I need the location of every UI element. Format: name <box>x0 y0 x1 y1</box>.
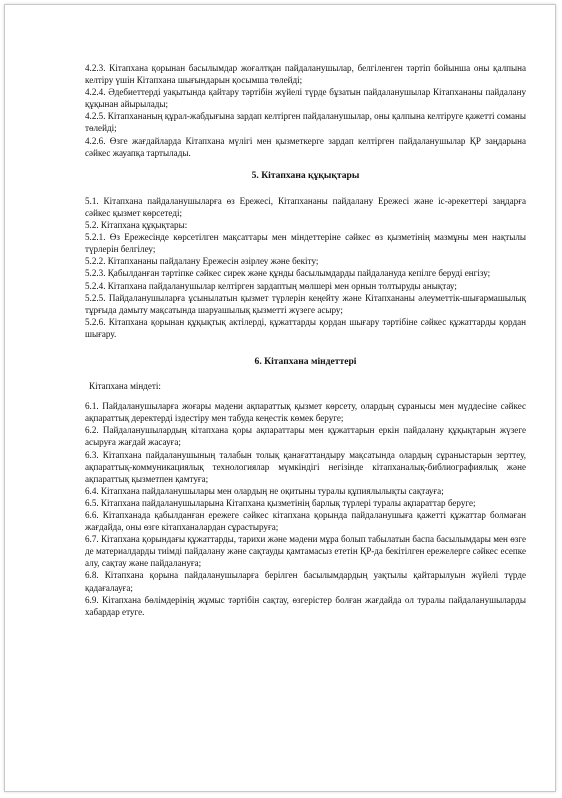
paragraph-4-2-4: 4.2.4. Әдебиеттерді уақытында қайтару тәртібін жүйелі түрде бұзатын пайдаланушылар Кітапхананы пайдалану құқынан айырылады; <box>85 87 526 110</box>
paragraph-4-2-6: 4.2.6. Өзге жағдайларда Кітапхана мүлігі мен қызметкерге зардап келтірген пайдаланушылар ҚР заңдарына сәйкес жауапқа тартылады. <box>85 135 526 158</box>
paragraph-6-4: 6.4. Кітапхана пайдаланушылары мен олардың не оқитыны туралы құпиялылықты сақтауға; <box>85 485 444 496</box>
section-6-intro: Кітапхана міндеті: <box>89 381 161 392</box>
paragraph-5-2-3: 5.2.3. Қабылданған тәртіпке сәйкес сирек және құнды басылымдарды пайдалануда кепілге беруді енгізу; <box>85 268 491 279</box>
paragraph-5-2: 5.2. Кітапхана құқықтары: <box>85 220 188 231</box>
paragraph-6-6: 6.6. Кітапханада қабылданған ережеге сәйкес кітапхана қорында пайдаланушыға қажетті құжаттар болмаған жағдайда, оны өзге кітапханалардан сұрастыруға; <box>85 510 526 533</box>
section-6-items <box>85 400 526 618</box>
paragraph-6-1: 6.1. Пайдаланушыларға жоғары мәдени ақпараттық қызмет көрсету, олардың сұранысы мен мүддесіне сәйкес ақпараттық деректерді іздестіру мен табуда кеңестік көмек беруге; <box>85 401 526 424</box>
paragraph-5-2-4: 5.2.4. Кітапхана пайдаланушылар келтірген зардаптың мөлшері мен орнын толтыруды анықтау; <box>85 280 457 291</box>
paragraph-5-1: 5.1. Кітапхана пайдаланушыларға өз Ережесі, Кітапхананы пайдалану Ережесі және іс-әрекеттері заңдарға сәйкес қызмет көрсетеді; <box>85 195 526 218</box>
section-4-items <box>85 62 526 159</box>
paragraph-6-3: 6.3. Кітапхана пайдаланушының талабын толық қанағаттандыру мақсатында олардың сұраныстарын зерттеу, ақпараттық-коммуникациялық технологиялар мүмкіндігі негізінде кітапханалық-библиографиялық және ақпараттық қызметпен қамтуға; <box>85 449 526 484</box>
document-page <box>4 4 556 792</box>
paragraph-4-2-5: 4.2.5. Кітапхананың құрал-жабдығына зардап келтірген пайдаланушылар, оны қалпына келтіруге қажетті соманы төлейді; <box>85 111 526 134</box>
section-5-items <box>85 195 526 340</box>
document-body <box>85 62 526 618</box>
paragraph-5-2-6: 5.2.6. Кітапхана қорынан құқықтық актілерді, құжаттарды қордан шығару тәртібіне сәйкес құжаттарды қордан шығару. <box>85 316 526 339</box>
paragraph-5-2-1: 5.2.1. Өз Ережесінде көрсетілген мақсаттары мен міндеттеріне сәйкес өз қызметінің мазмұны мен нақтылы түрлерін белгілеу; <box>85 232 526 255</box>
paragraph-5-2-5: 5.2.5. Пайдаланушыларға ұсынылатын қызмет түрлерін кеңейту және Кітапхананы әлеуметтік-шығармашылық тұрғыда дамыту мақсатында шаруашылық қызметті жүзеге асыру; <box>85 292 526 315</box>
paragraph-6-9: 6.9. Кітапхана бөлімдерінің жұмыс тәртібін сақтау, өзгерістер болған жағдайда ол туралы пайдаланушыларды хабардар етуге. <box>85 594 526 617</box>
section-6-heading: 6. Кітапхана міндеттері <box>254 355 357 367</box>
paragraph-6-7: 6.7. Кітапхана қорындағы құжаттарды, тарихи және мәдени мұра болып табылатын баспа басылымдары мен өзге де материалдарды тиімді пайдалану және сақтауды қамтамасыз ететін ҚР-да бекітілген ережелерге сәйкес есепке алу, сақтау және пайдалануға; <box>85 534 526 569</box>
paragraph-5-2-2: 5.2.2. Кітапхананы пайдалану Ережесін әзірлеу және бекіту; <box>85 256 319 267</box>
spacer <box>85 392 526 400</box>
section-5-heading: 5. Кітапхана құқықтары <box>251 169 360 181</box>
paragraph-4-2-3: 4.2.3. Кітапхана қорынан басылымдар жоғалтқан пайдаланушылар, белгіленген тәртіп бойынша оны қалпына келтіру үшін Кітапхана шығындарын қосымша төлейді; <box>85 63 526 86</box>
paragraph-6-5: 6.5. Кітапхана пайдаланушыларына Кітапхана қызметінің барлық түрлері туралы ақпараттар беруге; <box>85 497 476 508</box>
paragraph-6-8: 6.8. Кітапхана қорына пайдаланушыларға берілген басылымдардың уақтылы қайтарылуын жүйелі түрде қадағалауға; <box>85 570 526 593</box>
paragraph-6-2: 6.2. Пайдаланушылардың кітапхана қоры ақпараттары мен құжаттарын еркін пайдалану құқықтарын жүзеге асыруға жағдай жасауға; <box>85 425 526 448</box>
